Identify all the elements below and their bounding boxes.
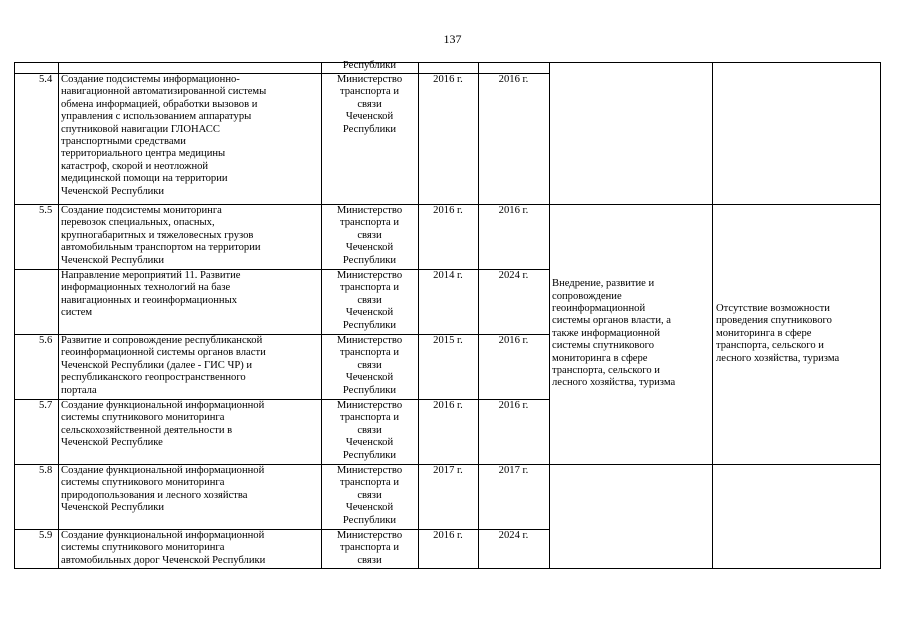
end-year: 2016 г. (498, 400, 529, 411)
col-border-3 (418, 62, 419, 568)
measure-name: Чеченской Республике (61, 437, 163, 449)
executor: Чеченской (345, 242, 394, 254)
measure-name: управления с использованием аппаратуры (61, 111, 252, 123)
executor: Министерство (336, 74, 403, 85)
end-year: 2016 г. (498, 74, 529, 85)
row-number: 5.6 (39, 335, 53, 346)
measure-name: Создание подсистемы информационно- (61, 74, 240, 85)
start-year: 2015 г. (433, 335, 463, 346)
non-implementation-consequence: проведения спутникового (716, 315, 832, 327)
measure-name: Чеченской Республики (61, 502, 165, 514)
col-border-4 (478, 62, 479, 568)
executor: связи (357, 424, 382, 436)
expected-result: лесного хозяйства, туризма (552, 377, 676, 389)
end-year: 2024 г. (498, 530, 529, 541)
table-bottom (14, 568, 881, 569)
non-implementation-consequence: мониторинга в сфере (716, 327, 812, 339)
measure-name: информационных технологий на базе (61, 282, 231, 294)
executor: Чеченской (345, 372, 394, 384)
executor: Чеченской (345, 111, 394, 123)
executor: Министерство (336, 530, 403, 541)
col-border-7 (880, 62, 881, 568)
row-number: 5.8 (39, 465, 53, 476)
executor: Министерство (336, 465, 403, 476)
executor: Чеченской (345, 307, 394, 319)
col-border-0 (14, 62, 15, 568)
measure-name: автомобильным транспортом на территории (61, 242, 261, 254)
executor: Чеченской (345, 437, 394, 449)
executor: связи (357, 359, 382, 371)
executor: Республики (342, 449, 397, 461)
measure-name: крупногабаритных и тяжеловесных грузов (61, 229, 254, 241)
measure-name: системы спутникового мониторинга (61, 412, 225, 424)
executor: связи (357, 229, 382, 241)
continued-executor: Республики (342, 60, 397, 71)
executor: Министерство (336, 400, 403, 411)
measure-name: Чеченской Республики (далее - ГИС ЧР) и (61, 359, 253, 371)
merged-border (549, 464, 881, 465)
measure-name: сельскохозяйственной деятельности в (61, 424, 233, 436)
measure-name: Создание функциональной информационной (61, 465, 265, 476)
col-border-5 (549, 62, 550, 568)
executor: Министерство (336, 270, 403, 281)
measure-name: обмена информацией, обработки вызовов и (61, 98, 258, 110)
executor: связи (357, 489, 382, 501)
row-number: 5.5 (39, 205, 53, 216)
executor: Республики (342, 319, 397, 331)
start-year: 2016 г. (433, 205, 463, 216)
expected-result: системы органов власти, а (552, 315, 671, 327)
measure-name: навигационных и геоинформационных (61, 294, 238, 306)
executor: Республики (342, 384, 397, 396)
measure-name: Направление мероприятий 11. Развитие (61, 270, 241, 281)
end-year: 2016 г. (498, 205, 529, 216)
end-year: 2016 г. (498, 335, 529, 346)
executor: транспорта и (339, 412, 400, 424)
row-number: 5.4 (39, 74, 53, 85)
measure-name: Чеченской Республики (61, 185, 165, 197)
measure-name: территориального центра медицины (61, 148, 226, 160)
executor: транспорта и (339, 217, 400, 229)
measure-name: Создание функциональной информационной (61, 530, 265, 541)
col-border-6 (712, 62, 713, 568)
executor: Чеченской (345, 502, 394, 514)
expected-result: системы спутникового (552, 340, 655, 352)
expected-result: мониторинга в сфере (552, 352, 648, 364)
executor: Республики (342, 123, 397, 135)
measure-name: геоинформационной системы органов власти (61, 347, 266, 359)
expected-result: также информационной (552, 327, 661, 339)
executor: Министерство (336, 205, 403, 216)
measure-name: республиканского геопространственного (61, 372, 246, 384)
measure-name: систем (61, 307, 93, 319)
row-number: 5.9 (39, 530, 53, 541)
measure-name: Чеченской Республики (61, 254, 165, 266)
executor: Республики (342, 254, 397, 266)
executor: транспорта и (339, 347, 400, 359)
executor: связи (357, 98, 382, 110)
executor: транспорта и (339, 542, 400, 554)
row-border (14, 62, 550, 63)
executor: Министерство (336, 335, 403, 346)
measure-name: транспортными средствами (61, 136, 186, 147)
expected-result: транспорта, сельского и (552, 365, 660, 376)
measure-name: медицинской помощи на территории (61, 173, 228, 185)
executor: связи (357, 294, 382, 306)
non-implementation-consequence: Отсутствие возможности (716, 303, 830, 314)
measure-name: портала (61, 384, 97, 396)
page-number: 137 (443, 32, 462, 46)
non-implementation-consequence: лесного хозяйства, туризма (716, 352, 840, 364)
expected-result: Внедрение, развитие и (552, 278, 655, 290)
executor: Республики (342, 514, 397, 526)
start-year: 2016 г. (433, 530, 463, 541)
executor: транспорта и (339, 282, 400, 294)
start-year: 2016 г. (433, 74, 463, 85)
executor: транспорта и (339, 477, 400, 489)
measure-name: Создание функциональной информационной (61, 400, 265, 411)
measure-name: системы спутникового мониторинга (61, 542, 225, 554)
col-border-1 (58, 62, 59, 568)
end-year: 2024 г. (498, 270, 529, 281)
start-year: 2014 г. (433, 270, 463, 281)
measure-name: Создание подсистемы мониторинга (61, 205, 222, 216)
measure-name: навигационной автоматизированной системы (61, 86, 267, 98)
measure-name: природопользования и лесного хозяйства (61, 489, 248, 501)
expected-result: геоинформационной (552, 303, 646, 314)
measure-name: спутниковой навигации ГЛОНАСС (61, 123, 220, 135)
merged-border (549, 204, 881, 205)
measure-name: Развитие и сопровождение республиканской (61, 335, 263, 346)
expected-result: сопровождение (552, 290, 622, 302)
row-border (549, 62, 881, 63)
measure-name: катастроф, скорой и неотложной (61, 160, 209, 172)
start-year: 2016 г. (433, 400, 463, 411)
non-implementation-consequence: транспорта, сельского и (716, 340, 824, 352)
executor: транспорта и (339, 86, 400, 98)
measures-table (14, 62, 880, 568)
end-year: 2017 г. (498, 465, 529, 476)
row-number: 5.7 (39, 400, 53, 411)
executor: связи (357, 554, 382, 566)
measure-name: системы спутникового мониторинга (61, 477, 225, 489)
start-year: 2017 г. (433, 465, 463, 476)
measure-name: автомобильных дорог Чеченской Республики (61, 554, 266, 566)
measure-name: перевозок специальных, опасных, (61, 217, 215, 229)
